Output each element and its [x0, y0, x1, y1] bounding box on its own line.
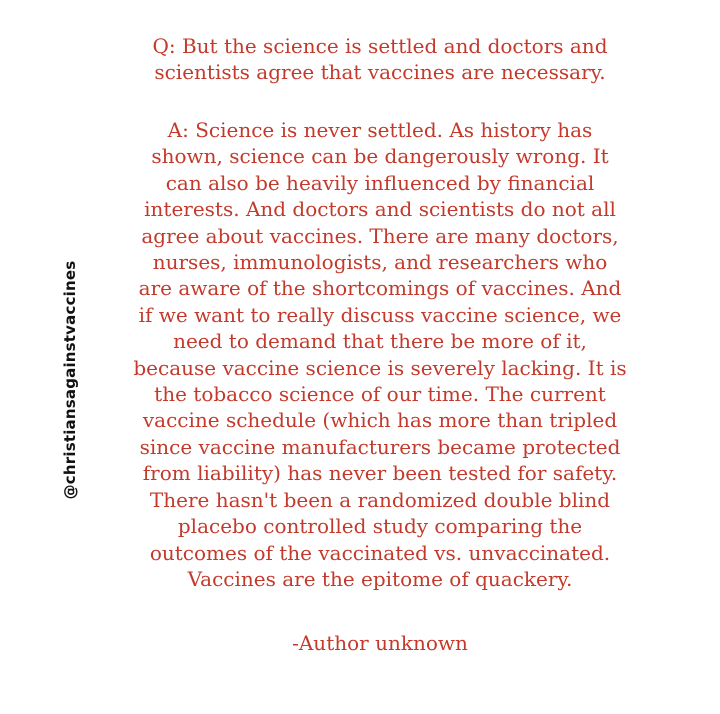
answer-line: if we want to really discuss vaccine science, we	[138, 302, 622, 327]
answer-line: from liability) has never been tested for safety.	[142, 461, 618, 486]
author-line: -Author unknown	[292, 631, 468, 655]
instagram-handle: @christiansagainstvaccines	[61, 260, 79, 500]
author-attribution	[95, 630, 665, 656]
answer-line: need to demand that there be more of it,	[173, 329, 587, 354]
answer-line: are aware of the shortcomings of vaccines. And	[138, 276, 622, 301]
question-line: Q: But the science is settled and doctors and	[152, 34, 608, 58]
answer-line: agree about vaccines. There are many doctors,	[141, 223, 619, 248]
answer-line: shown, science can be dangerously wrong. It	[151, 144, 609, 169]
answer-line: can also be heavily influenced by financial	[165, 170, 595, 195]
question-text	[95, 33, 665, 86]
answer-line: because vaccine science is severely lacking. It is	[133, 355, 627, 380]
answer-line: vaccine schedule (which has more than tripled	[142, 408, 618, 433]
answer-line: Vaccines are the epitome of quackery.	[187, 566, 573, 591]
answer-line: A: Science is never settled. As history has	[167, 118, 593, 142]
answer-line: placebo controlled study comparing the	[177, 514, 583, 539]
question-line: scientists agree that vaccines are necessary.	[154, 60, 606, 85]
answer-line: since vaccine manufacturers became protected	[139, 434, 621, 459]
answer-line: There hasn't been a randomized double blind	[149, 487, 611, 512]
answer-line: outcomes of the vaccinated vs. unvaccinated.	[149, 540, 611, 565]
answer-line: the tobacco science of our time. The current	[154, 382, 606, 407]
answer-line: nurses, immunologists, and researchers who	[152, 250, 608, 275]
answer-text	[95, 117, 665, 592]
answer-line: interests. And doctors and scientists do not all	[144, 197, 616, 222]
